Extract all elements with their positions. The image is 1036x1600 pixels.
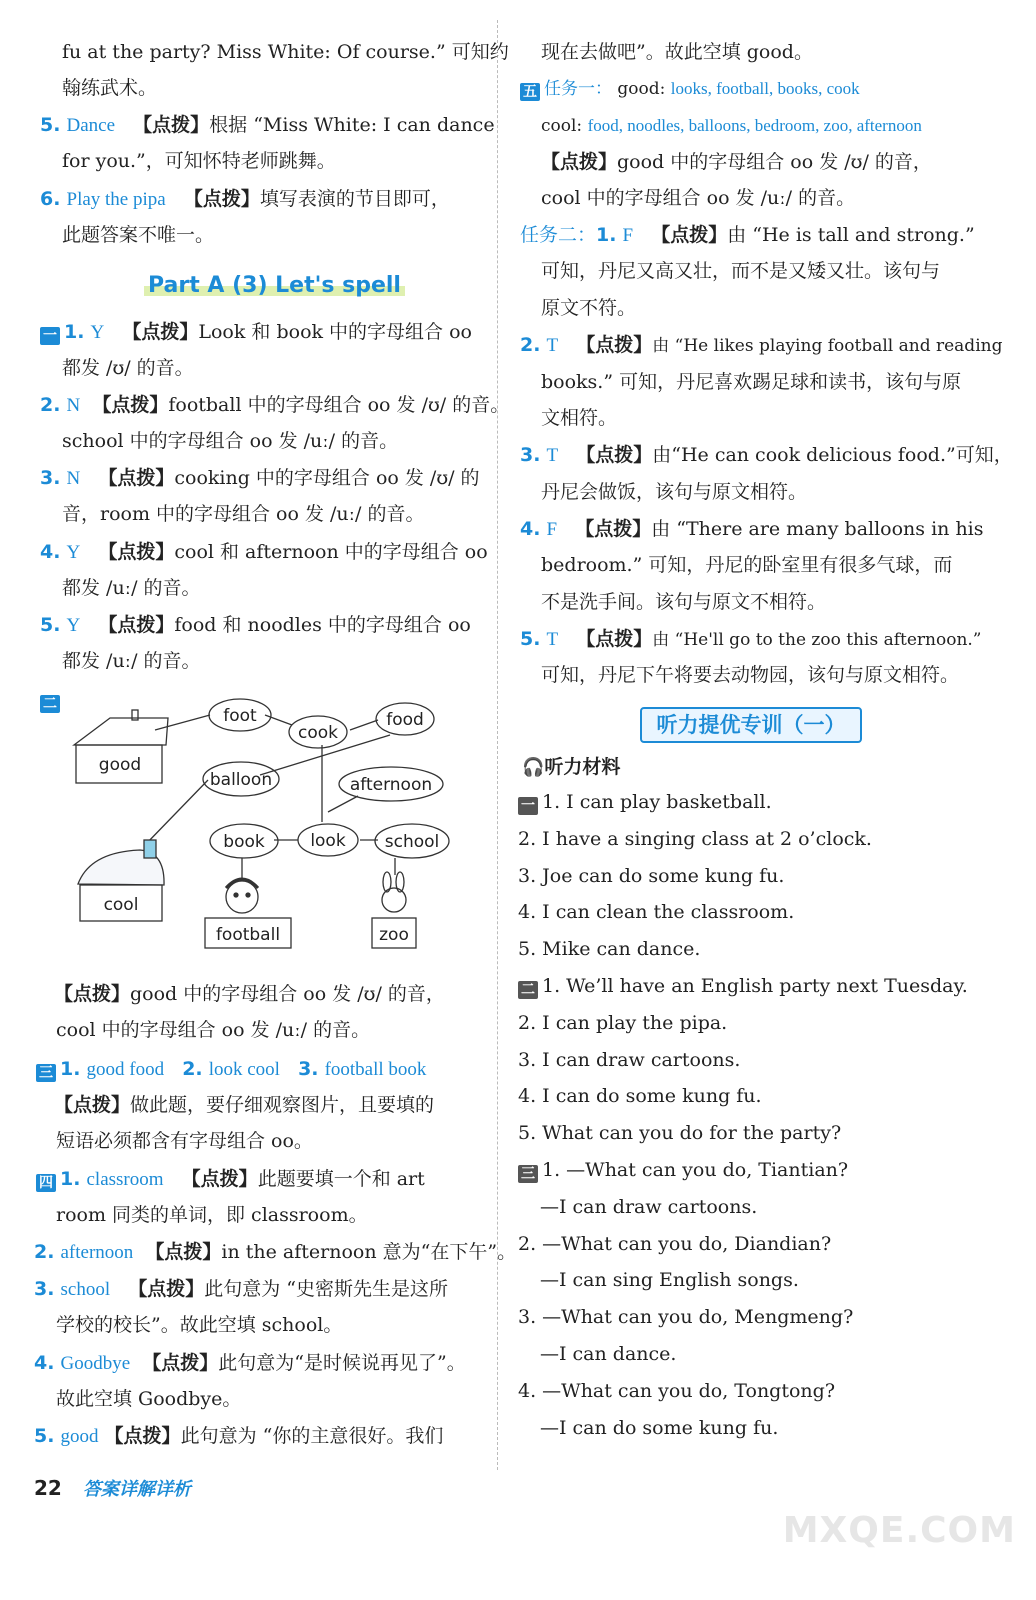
tip-label: 【点拨】 [92, 394, 169, 416]
tip-label: 【点拨】 [576, 334, 653, 356]
listening-text: —I can draw cartoons. [540, 1195, 758, 1218]
text-line: 文相符。 [541, 407, 618, 429]
tip-text: 填写表演的节目即可， [259, 188, 450, 210]
tip-text: in the afternoon 意为“在下午”。 [221, 1241, 517, 1263]
tip-text: good 中的字母组合 oo 发 /ʊ/ 的音， [617, 151, 932, 173]
tip-text: 做此题，要仔细观察图片，且要填的 [130, 1094, 435, 1116]
text-line: 可知，丹尼下午将要去动物园，该句与原文相符。 [541, 664, 960, 686]
listening-line [518, 790, 772, 815]
listening-line [518, 1048, 740, 1072]
item-answer: look cool [208, 1059, 280, 1080]
tip-text: cool 和 afternoon 中的字母组合 oo [174, 541, 488, 563]
cool-line [541, 114, 922, 138]
listening-line [518, 1158, 848, 1183]
listening-line [518, 827, 872, 851]
listening-line [518, 1121, 841, 1145]
answer-item [520, 223, 975, 248]
item-answer: Y [66, 615, 81, 636]
tip-text: 由 “He'll go to the zoo this afternoon.” [652, 630, 982, 650]
listening-line [518, 900, 794, 924]
tip-label: 【点拨】 [576, 444, 653, 466]
item-number: 2. [34, 1241, 55, 1263]
listening-line [518, 937, 700, 961]
listening-line [518, 864, 784, 888]
answer-item [40, 613, 471, 638]
section-icon: 一 [40, 327, 60, 345]
word-afternoon: afternoon [349, 775, 433, 795]
page-footer [34, 1475, 191, 1501]
text-line: bedroom.” 可知，丹尼的卧室里有很多气球，而 [541, 554, 953, 576]
tip-text: cooking 中的字母组合 oo 发 /ʊ/ 的 [174, 467, 480, 489]
section-icon: 二 [518, 981, 538, 999]
item-answer: Goodbye [60, 1353, 131, 1374]
item-answer: T [546, 335, 559, 356]
section-icon: 一 [518, 797, 538, 815]
item-answer: afternoon [60, 1242, 134, 1263]
listening-text: 5. Mike can dance. [518, 938, 701, 961]
item-answer: good food [86, 1059, 165, 1080]
section-icon: 三 [518, 1165, 538, 1183]
listening-line [518, 1232, 831, 1256]
answer-item [520, 517, 984, 542]
text-line: books.” 可知，丹尼喜欢踢足球和读书，该句与原 [541, 371, 962, 393]
tip-label: 【点拨】 [98, 614, 175, 636]
item-answer: Y [66, 542, 81, 563]
text-line: 音，room 中的字母组合 oo 发 /uː/ 的音。 [62, 503, 425, 525]
tip-label: 【点拨】 [54, 983, 131, 1005]
item-number: 3. [298, 1058, 319, 1080]
tip-text: 由“He can cook delicious food.”可知， [652, 444, 1013, 466]
tip-label: 【点拨】 [128, 1278, 205, 1300]
page-number: 22 [34, 1476, 62, 1500]
listening-text: 3. —What can you do, Mengmeng? [518, 1306, 854, 1329]
word-zoo: zoo [379, 925, 409, 945]
item-answer: F [622, 225, 634, 246]
good-label: good: [617, 79, 666, 99]
tip-label: 【点拨】 [122, 321, 199, 343]
word-look: look [310, 831, 346, 851]
item-answer: football book [324, 1059, 427, 1080]
tip-text: food 和 noodles 中的字母组合 oo [174, 614, 471, 636]
tip-label: 【点拨】 [104, 1425, 181, 1447]
item-answer: classroom [86, 1169, 164, 1190]
text-line: for you.”，可知怀特老师跳舞。 [62, 150, 336, 172]
listening-text: 3. I can draw cartoons. [518, 1048, 741, 1071]
answer-item [40, 113, 495, 138]
listening-text: —I can dance. [540, 1343, 677, 1365]
listening-line [518, 974, 968, 999]
tip-label: 【点拨】 [576, 628, 653, 650]
listening-header: 🎧听力材料 [522, 756, 621, 778]
listening-text: 4. —What can you do, Tongtong? [518, 1379, 836, 1402]
tip-text: 根据 “Miss White: I can dance [209, 114, 495, 136]
item-answer: Play the pipa [66, 189, 166, 210]
tip-label: 【点拨】 [142, 1352, 219, 1374]
section-icon: 二 [40, 695, 60, 713]
headphones-icon: 🎧 [522, 757, 545, 778]
section-icon: 四 [36, 1174, 56, 1192]
item-answer: Y [90, 322, 105, 343]
word-food: food [386, 710, 424, 730]
item-number: 4. [40, 541, 61, 563]
text-line: fu at the party? Miss White: Of course.” 可知约 [62, 41, 509, 63]
item-number: 2. [40, 394, 61, 416]
answer-item [34, 1424, 443, 1449]
tip-label: 【点拨】 [98, 541, 175, 563]
special-section-title: 听力提优专训（一） [640, 707, 862, 743]
cool-label: cool: [541, 116, 583, 136]
item-number: 4. [34, 1352, 55, 1374]
item-answer: T [546, 629, 559, 650]
listening-text: 2. I can play the pipa. [518, 1011, 728, 1034]
item-number: 1. [60, 1058, 81, 1080]
item-answer: N [66, 395, 81, 416]
tip-label: 【点拨】 [183, 188, 260, 210]
text-line: school 中的字母组合 oo 发 /uː/ 的音。 [62, 430, 399, 452]
text-line: 此题答案不唯一。 [62, 224, 215, 246]
word-balloon: balloon [209, 770, 273, 790]
item-answer: N [66, 468, 81, 489]
answer-item [541, 150, 932, 174]
item-number: 5. [34, 1425, 55, 1447]
text-line: 丹尼会做饭，该句与原文相符。 [541, 481, 808, 503]
answer-item [40, 393, 509, 418]
watermark: MXQE.COM [782, 1510, 1016, 1551]
item-answer: Dance [66, 115, 116, 136]
answer-item [34, 1351, 466, 1376]
tip-label: 【点拨】 [651, 224, 728, 246]
listening-line [540, 1416, 778, 1440]
tip-text: 此句意为“是时候说再见了”。 [218, 1352, 466, 1374]
answer-item [34, 1240, 516, 1265]
listening-text: 1. —What can you do, Tiantian? [542, 1159, 849, 1181]
item-answer: T [546, 445, 559, 466]
listening-text: 2. I have a singing class at 2 o’clock. [518, 827, 872, 850]
task-label: 任务二： [520, 224, 597, 246]
tip-label: 【点拨】 [98, 467, 175, 489]
text-line: 可知，丹尼又高又壮，而不是又矮又壮。该句与 [541, 260, 941, 282]
answer-item [54, 982, 445, 1006]
item-number: 3. [34, 1278, 55, 1300]
answer-item [40, 540, 488, 565]
tip-text: Look 和 book 中的字母组合 oo [198, 321, 472, 343]
listening-text: —I can do some kung fu. [540, 1416, 779, 1439]
listening-text: 4. I can clean the classroom. [518, 901, 795, 924]
listening-line [540, 1268, 799, 1292]
text-line: room 同类的单词，即 classroom。 [56, 1204, 368, 1226]
section-title: Part A (3) Let's spell [148, 273, 401, 298]
word-cool: cool [103, 895, 139, 915]
listening-text: 1. I can play basketball. [542, 791, 772, 813]
tip-label: 【点拨】 [181, 1168, 258, 1190]
word-school: school [384, 832, 440, 852]
tip-text: 此句意为 “你的主意很好。我们 [180, 1425, 444, 1447]
tip-text: 此句意为 “史密斯先生是这所 [204, 1278, 449, 1300]
item-number: 3. [520, 444, 541, 466]
listening-text: 3. Joe can do some kung fu. [518, 864, 785, 887]
text-line: 现在去做吧”。故此空填 good。 [541, 41, 813, 63]
listening-line [518, 1379, 835, 1403]
tip-text: 此题要填一个和 art [257, 1168, 425, 1190]
answer-item [54, 1093, 434, 1117]
tip-label: 【点拨】 [133, 114, 210, 136]
tip-text: 由 “There are many balloons in his [651, 518, 984, 540]
word-diagram [60, 690, 480, 960]
item-number: 1. [64, 321, 85, 343]
text-line: 都发 /uː/ 的音。 [62, 650, 201, 672]
tip-text: 由 “He likes playing football and reading [652, 336, 1003, 356]
word-foot: foot [223, 706, 257, 726]
item-number: 6. [40, 188, 61, 210]
tip-text: football 中的字母组合 oo 发 /ʊ/ 的音。 [168, 394, 510, 416]
answer-item [36, 1057, 426, 1082]
text-line: 都发 /uː/ 的音。 [62, 577, 201, 599]
text-line: 原文不符。 [541, 297, 637, 319]
text-line: 学校的校长”。故此空填 school。 [56, 1314, 343, 1336]
listening-text: —I can sing English songs. [540, 1269, 799, 1292]
item-number: 5. [520, 628, 541, 650]
answer-item [40, 320, 472, 345]
text-line: 翰练武术。 [62, 77, 158, 99]
task-one [520, 77, 860, 101]
answer-item [520, 443, 1013, 468]
text-line: cool 中的字母组合 oo 发 /uː/ 的音。 [541, 187, 856, 209]
answer-item [36, 1167, 425, 1192]
item-number: 5. [40, 114, 61, 136]
tip-label: 【点拨】 [54, 1094, 131, 1116]
listening-line [518, 1084, 762, 1108]
word-cook: cook [298, 723, 338, 743]
answer-item [34, 1277, 448, 1302]
answer-item [520, 627, 982, 652]
good-words: looks, football, books, cook [670, 79, 860, 98]
item-answer: school [60, 1279, 111, 1300]
tip-label: 【点拨】 [575, 518, 652, 540]
item-number: 5. [40, 614, 61, 636]
text-line: 故此空填 Goodbye。 [56, 1388, 242, 1410]
text-line: 都发 /ʊ/ 的音。 [62, 357, 194, 379]
item-answer: F [546, 519, 558, 540]
tip-label: 【点拨】 [541, 151, 618, 173]
listening-line [518, 1305, 853, 1329]
item-number: 2. [182, 1058, 203, 1080]
text-line: 不是洗手间。该句与原文不相符。 [541, 591, 827, 613]
word-book: book [223, 832, 265, 852]
text-line: cool 中的字母组合 oo 发 /uː/ 的音。 [56, 1019, 371, 1041]
text-line: 短语必须都含有字母组合 oo。 [56, 1130, 313, 1152]
answer-item [40, 466, 480, 491]
listening-line [518, 1011, 727, 1035]
item-number: 2. [520, 334, 541, 356]
listening-text: 5. What can you do for the party? [518, 1122, 842, 1145]
item-number: 4. [520, 518, 541, 540]
listening-text: 1. We’ll have an English party next Tuesday. [542, 975, 968, 997]
listening-text: 4. I can do some kung fu. [518, 1085, 762, 1108]
listening-line [540, 1342, 676, 1366]
item-answer: good [60, 1426, 99, 1447]
answer-item [520, 333, 1002, 358]
answer-item [40, 187, 450, 212]
listening-line [540, 1195, 757, 1219]
item-number: 1. [596, 224, 617, 246]
tip-label: 【点拨】 [145, 1241, 222, 1263]
task-label: 任务一： [544, 79, 612, 99]
listening-text: 2. —What can you do, Diandian? [518, 1232, 832, 1255]
section-icon: 五 [520, 83, 540, 101]
tip-text: 由 “He is tall and strong.” [727, 224, 975, 246]
item-number: 1. [60, 1168, 81, 1190]
tip-text: good 中的字母组合 oo 发 /ʊ/ 的音， [130, 983, 445, 1005]
cool-words: food, noodles, balloons, bedroom, zoo, afternoon [587, 116, 922, 135]
brand-logo: 答案详解详析 [82, 1479, 191, 1500]
word-good: good [98, 755, 142, 775]
word-football: football [215, 925, 281, 945]
section-icon: 三 [36, 1064, 56, 1082]
item-number: 3. [40, 467, 61, 489]
